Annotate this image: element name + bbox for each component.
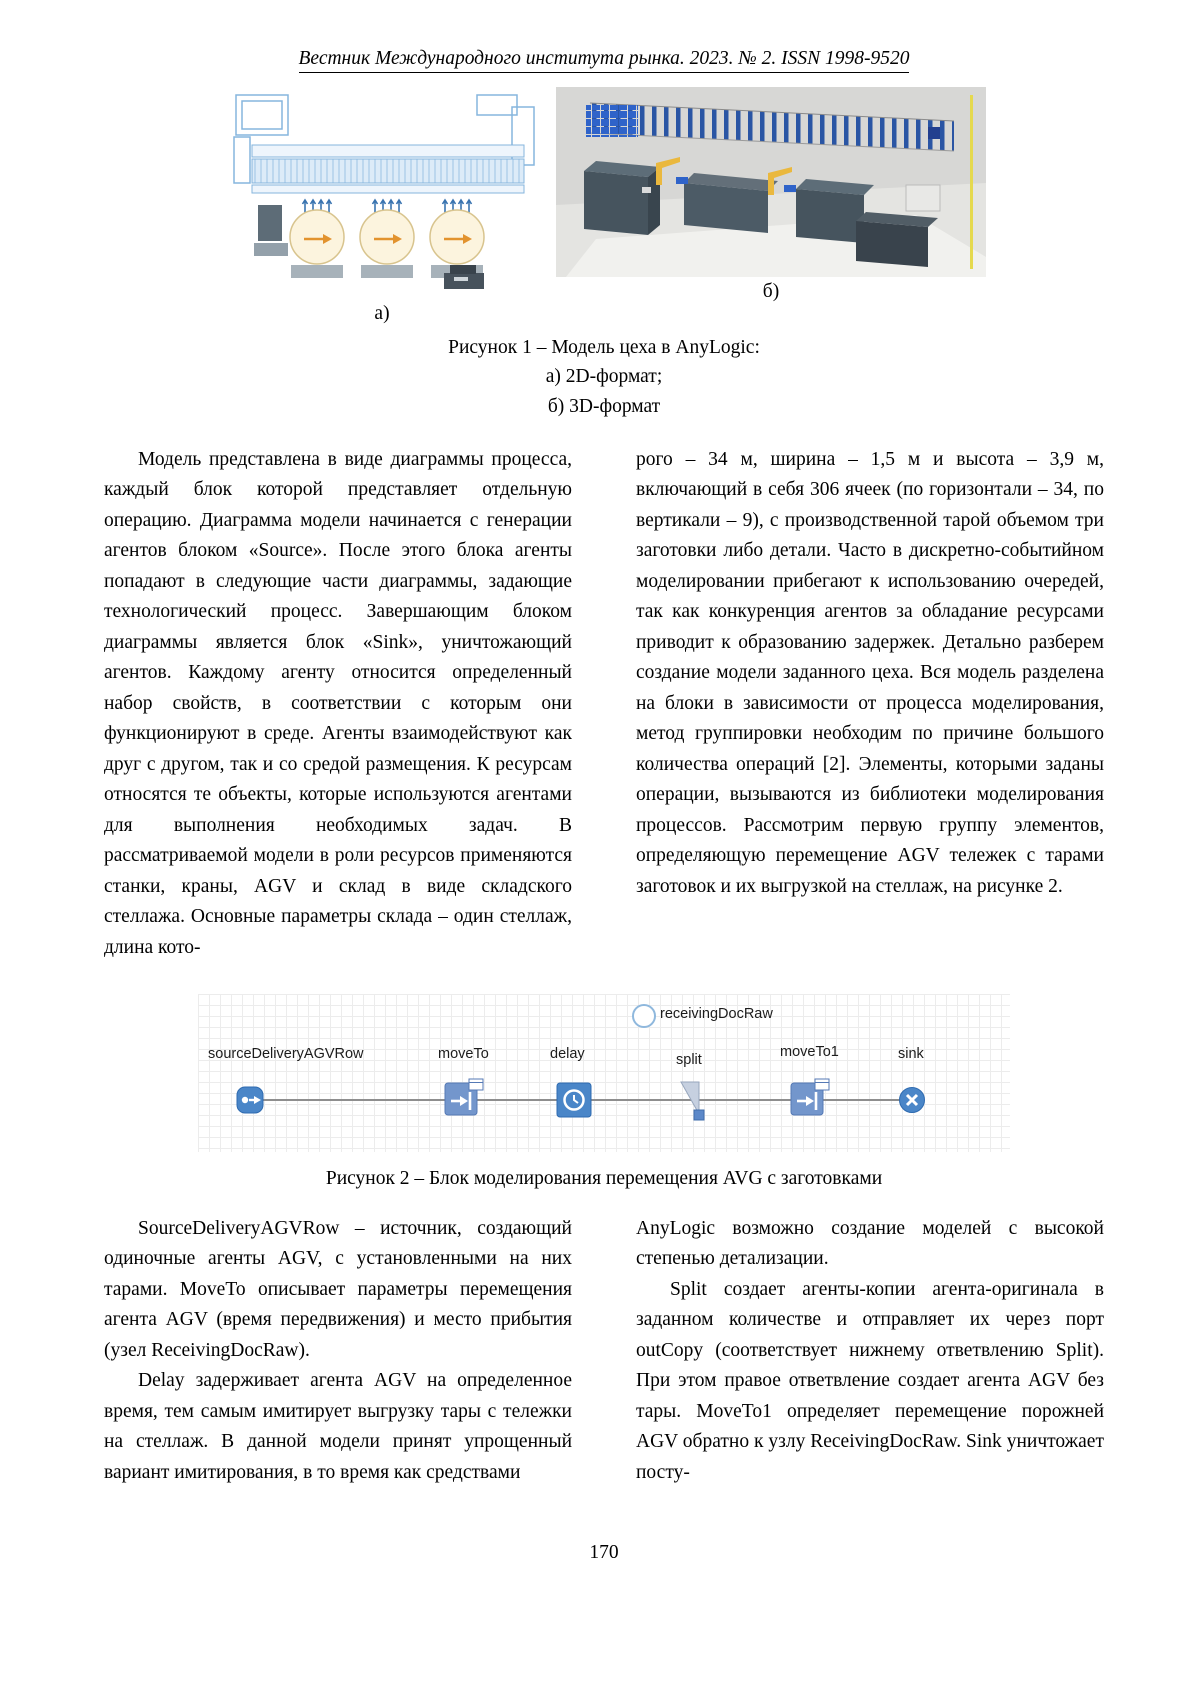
figure2-block-diagram [198,994,1010,1152]
figure1a-label: а) [374,303,390,324]
block-label-source: sourceDeliveryAGVRow [208,1045,364,1062]
figure2-caption: Рисунок 2 – Блок моделирования перемещения AVG с заготовками [325,1167,883,1189]
figure1 [104,87,1104,325]
figure1-caption [104,333,1104,421]
journal-header [104,48,1104,73]
yellow-marker-line [970,95,973,269]
node-circle-icon [632,1004,656,1028]
figure1a-panel [222,87,542,325]
figure1-caption-item-b: б) 3D-формат [547,395,661,417]
block-label-split: split [676,1051,702,1068]
figure1-caption-item-a: а) 2D-формат; [545,366,663,388]
figure1b-label: б) [762,281,780,302]
pallet-stack [586,105,638,137]
page-number: 170 [589,1542,619,1564]
left-machine [254,205,288,256]
paragraph: Модель представлена в виде диаграммы процесса, каждый блок которой представляет отдельную операцию. Диаграмма модели начинается с генерации агентов блоком «Source». После этого блока агенты попадают в следующие части диаграммы, задающие технологический процесс. Завершающим блоком диаграммы является блок «Sink», уничтожающий агентов. Каждому агенту относится определенный набор свойств, в соответствии с которым они функционируют в среде. Агенты взаимодействуют как друг с другом, так и со средой размещения. К ресурсам относятся те объекты, которые используются агентами для выполнения необходимых задач. В рассматриваемой модели в роли ресурсов применяются станки, краны, AGV и склад в виде складского стеллажа. Основные параметры склада – один стеллаж, длина кото- [104,448,572,958]
block-label-sink: sink [898,1045,924,1062]
move-to1-block-icon [790,1078,830,1116]
paragraph: Split создает агенты-копии агента-оригинала в заданном количестве и отправляет их через порт outCopy (соответствует нижнему ответвлению Split). При этом правое ответвление создает агента AGV без тары. MoveTo1 определяет перемещение порожней AGV обратно к узлу ReceivingDocRaw. Sink уничтожает посту- [636,1278,1104,1483]
block-label-receivingDocRaw: receivingDocRaw [660,1005,773,1022]
sink-block-icon [898,1086,926,1114]
split-block-icon [678,1080,706,1124]
body-section-2 [104,1214,1104,1489]
block-label-delay: delay [550,1045,585,1062]
column-right [636,445,1104,964]
block-label-moveTo: moveTo [438,1045,489,1062]
paragraph: SourceDeliveryAGVRow – источник, создающий одиночные агенты AGV, с установленными на них тарами. MoveTo описывает параметры перемещения агента AGV (время передвижения) и место прибытия (узел ReceivingDocRaw). [104,1217,572,1361]
journal-header-text: Вестник Международного института рынка. 2023. № 2. ISSN 1998-9520 [299,48,910,73]
paragraph: Delay задерживает агента AGV на определенное время, тем самым имитирует выгрузку тары с тележки на стеллаж. В данной модели принят упрощенный вариант имитирования, в то время как средствами [104,1370,572,1483]
figure1a-2d-model-image [222,87,542,299]
delay-clock-block-icon [556,1082,592,1118]
paragraph: рого – 34 м, ширина – 1,5 м и высота – 3,9 м, включающий в себя 306 ячеек (по горизонтали – 34, по вертикали – 9), с производственной тарой объемом три заготовки либо детали. Часто в дискретно-событийном моделировании прибегают к использованию очередей, так как конкуренция агентов за обладание ресурсами приводит к образованию задержек. Детально разберем создание модели заданного цеха. Вся модель разделена на блоки в зависимости от процесса моделирования, метод группировки необходим по причине большого количества операций [2]. Элементы, которыми заданы операции, вызываются из библиотеки моделирования процессов. Рассмотрим первую группу элементов, определяющую перемещение AGV тележек с тарами заготовок и их выгрузкой на стеллаж, на рисунке 2. [636,448,1104,897]
column-left [104,1214,572,1489]
block-label-moveTo1: moveTo1 [780,1043,839,1060]
source-block-icon [236,1086,264,1114]
body-section-1 [104,445,1104,964]
paragraph: AnyLogic возможно создание моделей с высокой степенью детализации. [636,1217,1104,1270]
figure1-caption-title: Рисунок 1 – Модель цеха в AnyLogic: [448,337,760,358]
column-right [636,1214,1104,1489]
move-to-block-icon [444,1078,484,1116]
figure1b-3d-model-image [556,87,986,277]
column-left [104,445,572,964]
figure1b-panel [556,87,986,303]
conveyor [252,145,524,193]
